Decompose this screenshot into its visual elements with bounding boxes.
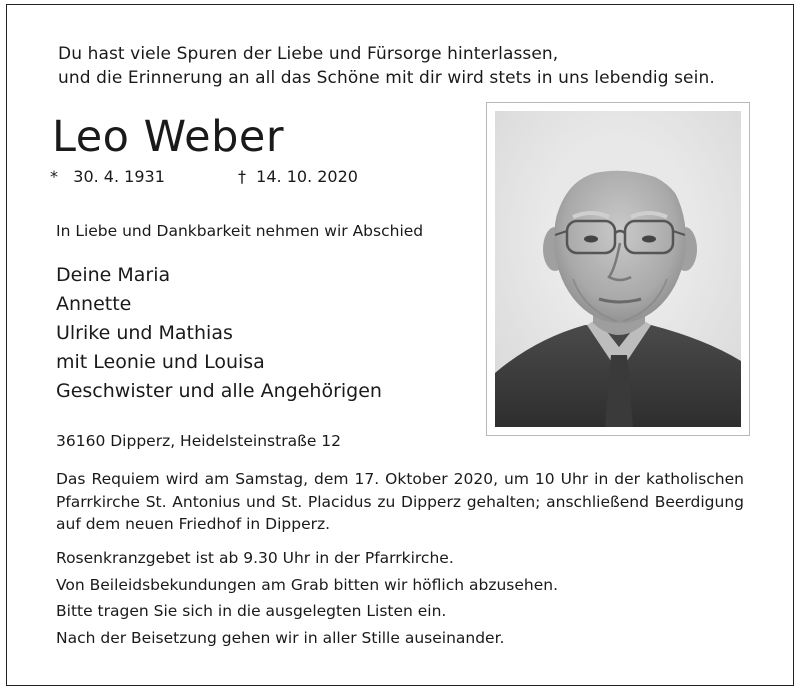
death-date-group bbox=[238, 166, 358, 188]
mourners-list bbox=[56, 261, 382, 406]
note-line: Von Beileidsbekundungen am Grab bitten wir höflich abzusehen. bbox=[56, 575, 559, 594]
cross-icon: † bbox=[238, 167, 246, 186]
requiem-announcement: Das Requiem wird am Samstag, dem 17. Oktober 2020, um 10 Uhr in der katholischen Pfarrkirche St. Antonius und St. Placidus zu Dipperz gehalten; anschließend Beerdigung auf dem neuen Friedhof in Dipperz. bbox=[56, 470, 744, 533]
birth-date-group bbox=[50, 166, 165, 188]
mourner-line: Annette bbox=[56, 293, 132, 315]
farewell-text: In Liebe und Dankbarkeit nehmen wir Abschied bbox=[56, 222, 424, 240]
verse-line-2: und die Erinnerung an all das Schöne mit dir wird stets in uns lebendig sein. bbox=[58, 68, 715, 88]
deceased-name: Leo Weber bbox=[52, 112, 285, 162]
note-line: Bitte tragen Sie sich in die ausgelegten Listen ein. bbox=[56, 602, 447, 620]
mourner-line: Ulrike und Mathias bbox=[56, 322, 233, 344]
portrait-photo-frame bbox=[486, 102, 750, 436]
family-address: 36160 Dipperz, Heidelsteinstraße 12 bbox=[56, 432, 342, 450]
memorial-verse bbox=[58, 42, 715, 90]
funeral-notes bbox=[56, 545, 558, 651]
death-date: 14. 10. 2020 bbox=[256, 167, 358, 186]
mourner-line: Deine Maria bbox=[56, 264, 171, 286]
portrait-photo bbox=[495, 111, 741, 427]
birth-symbol: * bbox=[50, 167, 58, 186]
mourner-line: Geschwister und alle Angehörigen bbox=[56, 380, 382, 402]
note-line: Nach der Beisetzung gehen wir in aller Stille auseinander. bbox=[56, 628, 505, 647]
verse-line-1: Du hast viele Spuren der Liebe und Fürsorge hinterlassen, bbox=[58, 44, 559, 64]
birth-date: 30. 4. 1931 bbox=[73, 167, 165, 186]
mourner-line: mit Leonie und Louisa bbox=[56, 351, 265, 373]
note-line: Rosenkranzgebet ist ab 9.30 Uhr in der Pfarrkirche. bbox=[56, 549, 454, 567]
